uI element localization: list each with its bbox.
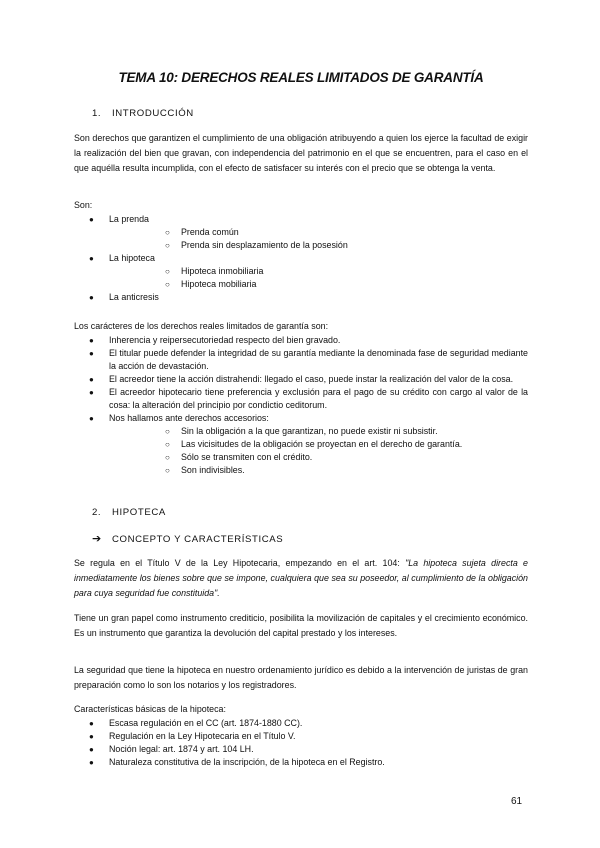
- list-item: ● El acreedor hipotecario tiene preferencia y exclusión para el pago de su crédito con cargo al valor de la cosa: la alteración del principio por condictio ceditorum.: [89, 387, 528, 410]
- bullet-icon: ●: [89, 336, 94, 345]
- section-heading-hipoteca: [92, 507, 166, 518]
- types-list: [74, 213, 528, 304]
- list-item: ● Regulación en la Ley Hipotecaria en el Título V.: [89, 731, 296, 741]
- page-number: 61: [511, 796, 523, 807]
- section-number: 2.: [92, 507, 102, 518]
- bullet-icon: ●: [89, 719, 94, 728]
- section-number: 1.: [92, 108, 102, 119]
- bullet-icon: ●: [89, 215, 94, 224]
- basicas-intro: Características básicas de la hipoteca:: [74, 704, 226, 714]
- bullet-icon: ●: [89, 745, 94, 754]
- crediticio-paragraph: Tiene un gran papel como instrumento crediticio, posibilita la movilización de capitales y el crecimiento económico. Es un instrumento que garantiza la devolución del capital prestado y los intereses.: [74, 613, 528, 638]
- list-item: ● Naturaleza constitutiva de la inscripción, de la hipoteca en el Registro.: [89, 757, 385, 767]
- list-item: ○ Prenda sin desplazamiento de la posesión: [165, 240, 348, 250]
- arrow-icon: ➔: [92, 533, 102, 545]
- bullet-icon: ●: [89, 293, 94, 302]
- list-item: ● El titular puede defender la integridad de su garantía mediante la denominada fase de seguridad mediante la acción de devastación.: [89, 348, 528, 371]
- son-label: Son:: [74, 200, 93, 210]
- subsection-heading-concepto: [92, 532, 283, 545]
- circle-bullet-icon: ○: [165, 466, 170, 475]
- list-item: ● Escasa regulación en el CC (art. 1874-1880 CC).: [89, 718, 303, 728]
- regulation-lead: Se regula en el Título V de la Ley Hipotecaria, empezando en el art. 104:: [74, 558, 406, 568]
- section-label: HIPOTECA: [112, 507, 166, 518]
- bullet-icon: ●: [89, 375, 94, 384]
- bullet-icon: ●: [89, 732, 94, 741]
- circle-bullet-icon: ○: [165, 440, 170, 449]
- list-item: ● Nos hallamos ante derechos accesorios: ○ Sin la obligación a la que garantizan, no puede existir ni subsistir. ○ Las vicisitudes de la obligación se proyectan en el derecho de garantía. ○ Sólo se transmiten con el crédito. ○ Son indivisibles.: [74, 412, 528, 477]
- circle-bullet-icon: ○: [165, 241, 170, 250]
- list-item: ● La hipoteca ○ Hipoteca inmobiliaria ○ Hipoteca mobiliaria: [74, 252, 528, 291]
- caracteres-list: [74, 334, 528, 477]
- list-item: ● La anticresis: [89, 292, 159, 302]
- section-heading-introduccion: [92, 108, 194, 119]
- list-item: ● El acreedor tiene la acción distrahendi: llegado el caso, puede instar la realización del valor de la cosa.: [89, 374, 514, 384]
- list-item: ○ Prenda común: [165, 227, 239, 237]
- art-104-quote: "La hipoteca sujeta directa e inmediatamente los bienes sobre que se impone, cualquiera que sea su poseedor, al cumplimiento de la obligación para cuya seguridad fue constituida".: [74, 558, 528, 598]
- intro-paragraph: Son derechos que garantizen el cumplimiento de una obligación atribuyendo a quien los ejerce la facultad de exigir la realización del bien que gravan, con independencia del patrimonio en el que se encuentren, para el caso en el que aquélla resulta incumplida, con el efecto de satisfacer su interés con el precio que se obtenga la venta.: [74, 133, 528, 173]
- caracteres-intro: Los carácteres de los derechos reales limitados de garantía son:: [74, 321, 329, 331]
- list-item: ○ Hipoteca mobiliaria: [165, 279, 257, 289]
- bullet-icon: ●: [89, 388, 94, 397]
- circle-bullet-icon: ○: [165, 267, 170, 276]
- regulation-paragraph: [74, 556, 528, 601]
- seguridad-paragraph: La seguridad que tiene la hipoteca en nuestro ordenamiento jurídico es debido a la intervención de juristas de gran preparación como lo son los notarios y los registradores.: [74, 665, 528, 690]
- circle-bullet-icon: ○: [165, 453, 170, 462]
- list-item: ○ Son indivisibles.: [165, 465, 245, 475]
- list-item: ● La prenda ○ Prenda común ○ Prenda sin desplazamiento de la posesión: [74, 213, 528, 252]
- circle-bullet-icon: ○: [165, 427, 170, 436]
- bullet-icon: ●: [89, 414, 94, 423]
- bullet-icon: ●: [89, 349, 94, 358]
- basicas-list: [74, 717, 528, 769]
- list-item: ● Noción legal: art. 1874 y art. 104 LH.: [89, 744, 254, 754]
- section-label: INTRODUCCIÓN: [112, 108, 194, 119]
- circle-bullet-icon: ○: [165, 228, 170, 237]
- list-item: ○ Sin la obligación a la que garantizan, no puede existir ni subsistir.: [165, 426, 438, 436]
- list-item: ● Inherencia y reipersecutoriedad respecto del bien gravado.: [89, 335, 341, 345]
- bullet-icon: ●: [89, 758, 94, 767]
- subsection-label: CONCEPTO Y CARACTERÍSTICAS: [112, 534, 284, 545]
- list-item: ○ Las vicisitudes de la obligación se proyectan en el derecho de garantía.: [165, 439, 463, 449]
- list-item: ○ Sólo se transmiten con el crédito.: [165, 452, 313, 462]
- circle-bullet-icon: ○: [165, 280, 170, 289]
- bullet-icon: ●: [89, 254, 94, 263]
- list-item: ○ Hipoteca inmobiliaria: [165, 266, 264, 276]
- page-title: TEMA 10: DERECHOS REALES LIMITADOS DE GARANTÍA: [118, 70, 484, 85]
